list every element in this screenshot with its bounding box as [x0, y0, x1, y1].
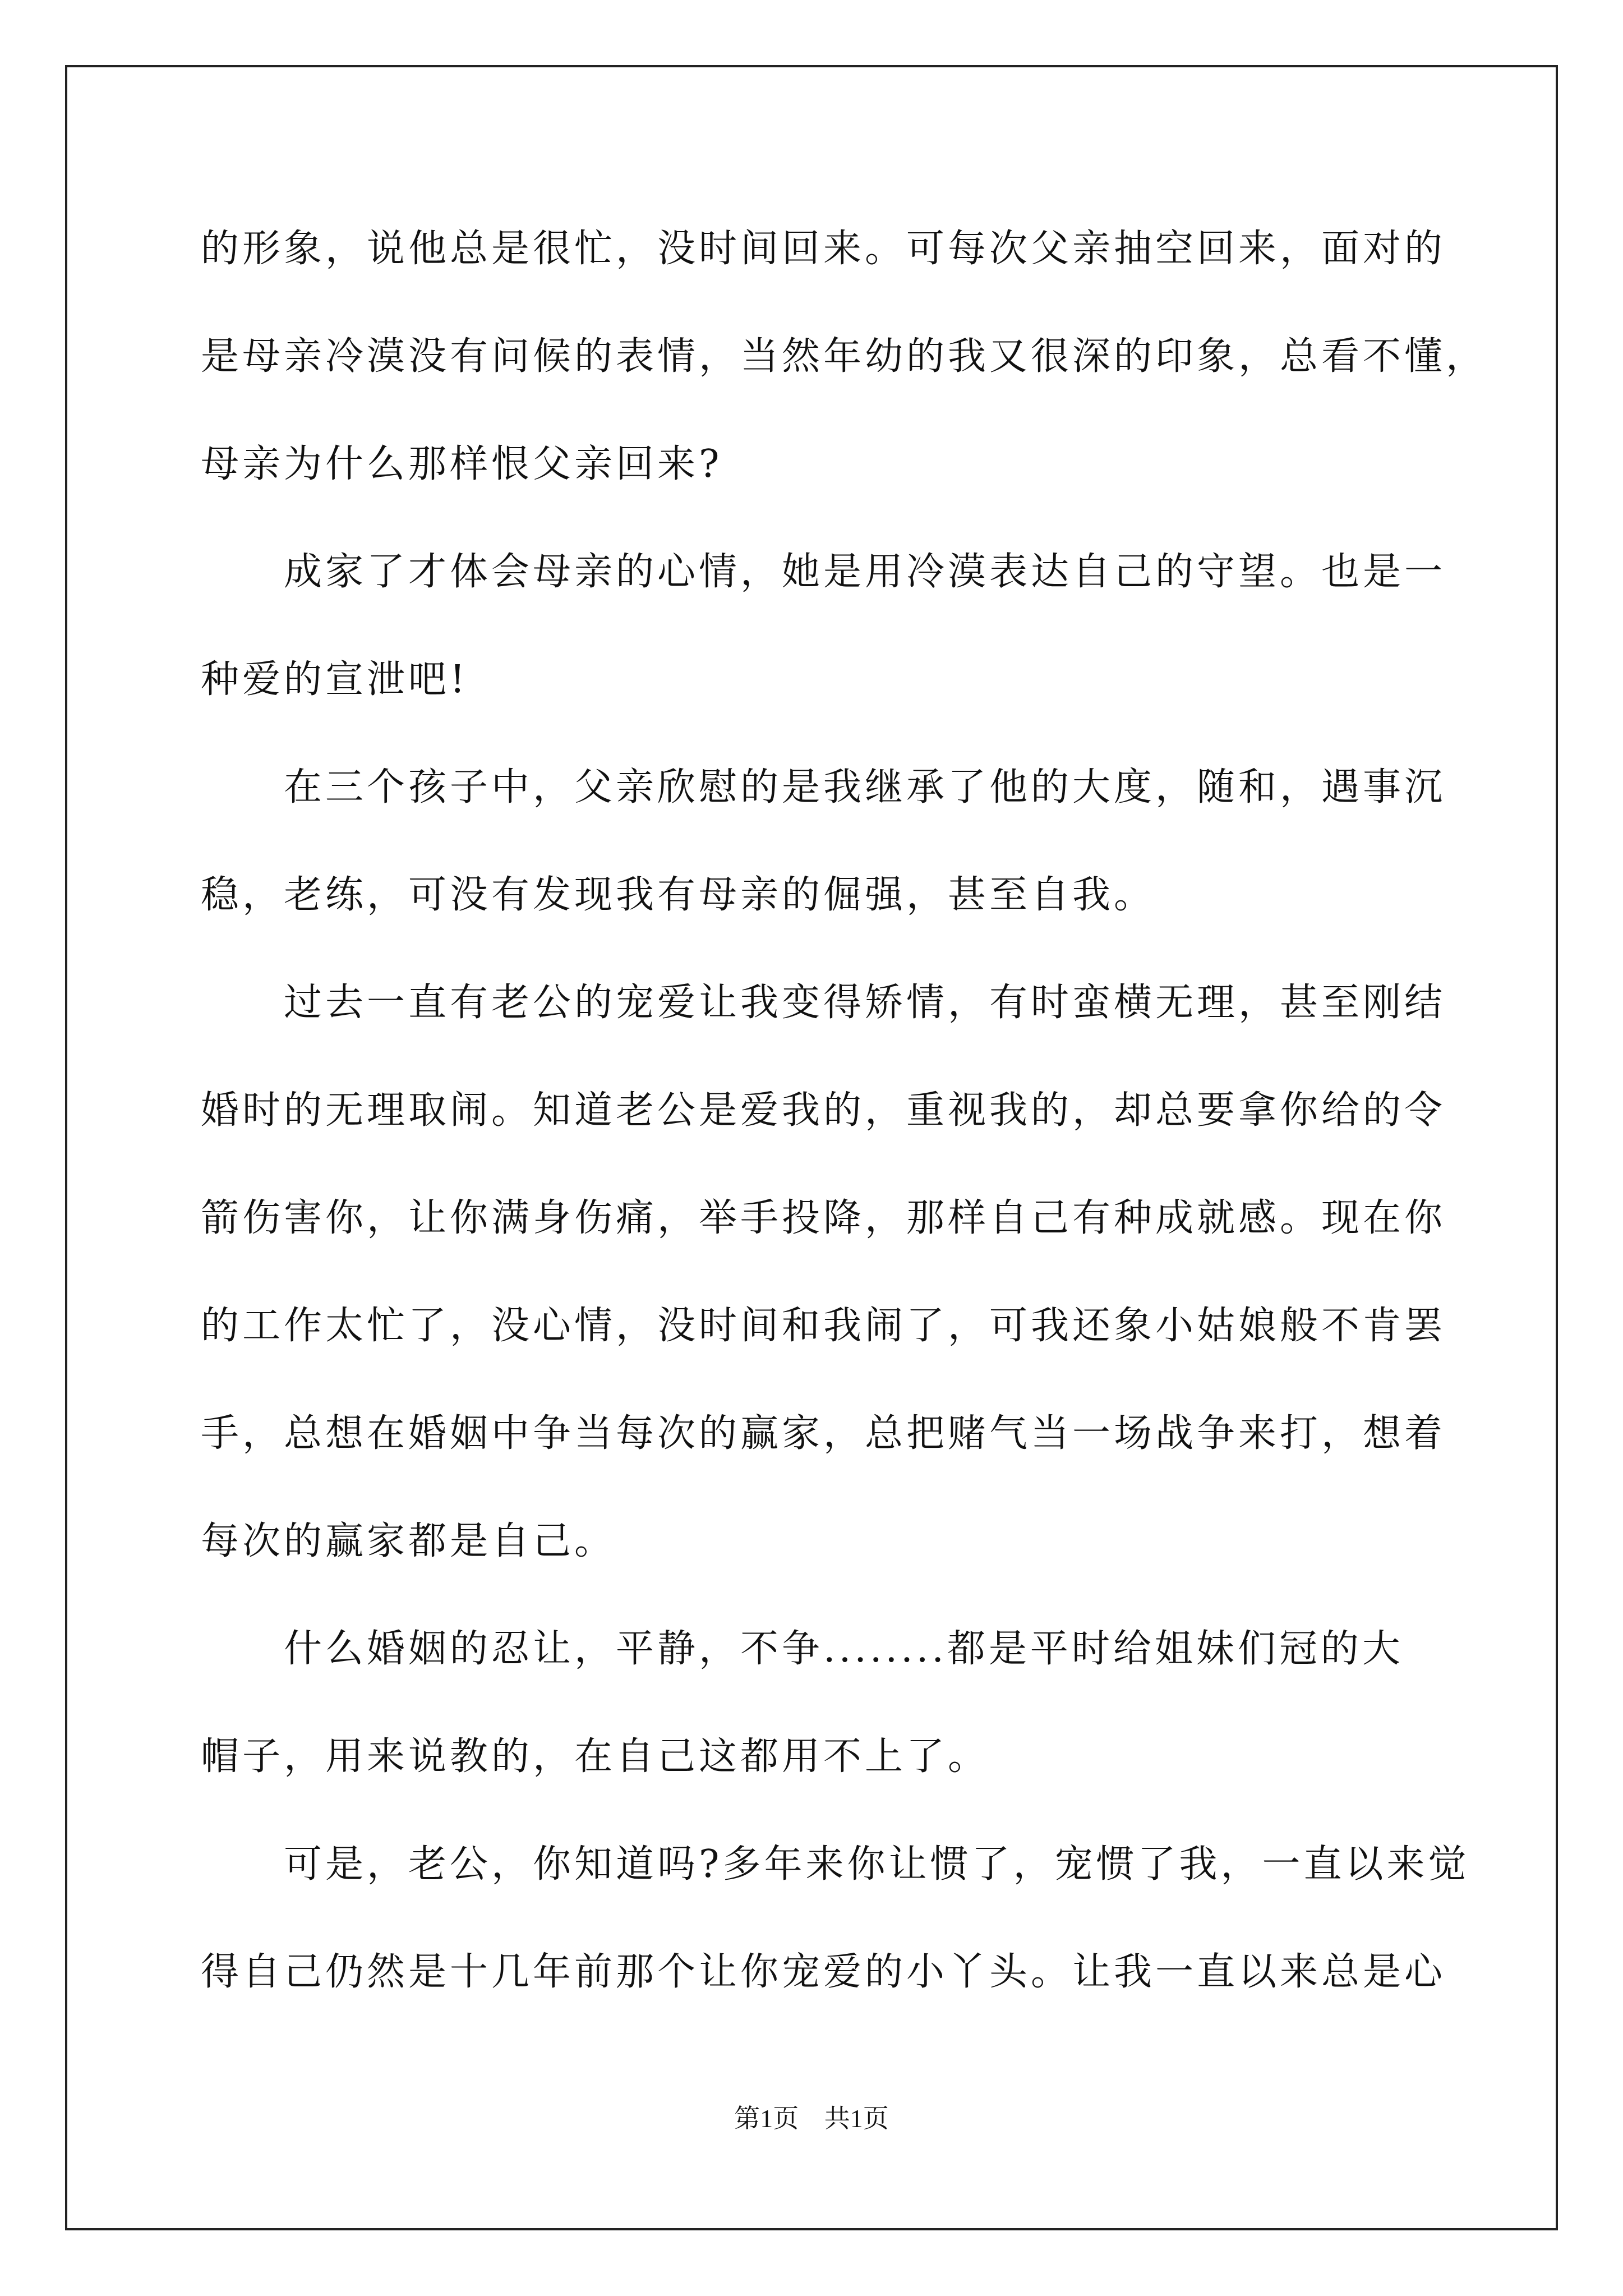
text-line-5: 种爱的宣泄吧! — [201, 657, 469, 702]
page-total: 共1页 — [824, 2104, 889, 2133]
text-line-12: 手，总想在婚姻中争当每次的赢家，总把赌气当一场战争来打，想着 — [201, 1411, 1446, 1456]
text-line-16: 可是，老公，你知道吗?多年来你让惯了，宠惯了我，一直以来觉 — [284, 1842, 1470, 1887]
text-line-11: 的工作太忙了，没心情，没时间和我闹了，可我还象小姑娘般不肯罢 — [201, 1304, 1446, 1348]
text-line-10: 箭伤害你，让你满身伤痛，举手投降，那样自己有种成就感。现在你 — [201, 1196, 1446, 1240]
text-line-17: 得自己仍然是十几年前那个让你宠爱的小丫头。让我一直以来总是心 — [201, 1950, 1446, 1994]
text-line-9: 婚时的无理取闹。知道老公是爱我的，重视我的，却总要拿你给的令 — [201, 1088, 1446, 1133]
text-line-3: 母亲为什么那样恨父亲回来? — [201, 442, 723, 486]
text-line-13: 每次的赢家都是自己。 — [201, 1519, 616, 1563]
text-line-14: 什么婚姻的忍让，平静，不争........都是平时给姐妹们冠的大 — [284, 1627, 1404, 1671]
text-line-15: 帽子，用来说教的，在自己这都用不上了。 — [201, 1734, 990, 1779]
text-line-4: 成家了才体会母亲的心情，她是用冷漠表达自己的守望。也是一 — [284, 550, 1446, 594]
page-footer — [0, 2098, 1623, 2135]
text-line-2: 是母亲冷漠没有问候的表情，当然年幼的我又很深的印象，总看不懂， — [201, 334, 1488, 379]
document-body — [201, 195, 1488, 2026]
text-line-7: 稳，老练，可没有发现我有母亲的倔强，甚至自我。 — [201, 873, 1156, 917]
page-number: 第1页 — [734, 2104, 799, 2133]
text-line-8: 过去一直有老公的宠爱让我变得矫情，有时蛮横无理，甚至刚结 — [284, 981, 1446, 1025]
text-line-6: 在三个孩子中，父亲欣慰的是我继承了他的大度，随和，遇事沉 — [284, 765, 1446, 809]
text-line-1: 的形象，说他总是很忙，没时间回来。可每次父亲抽空回来，面对的 — [201, 227, 1446, 271]
